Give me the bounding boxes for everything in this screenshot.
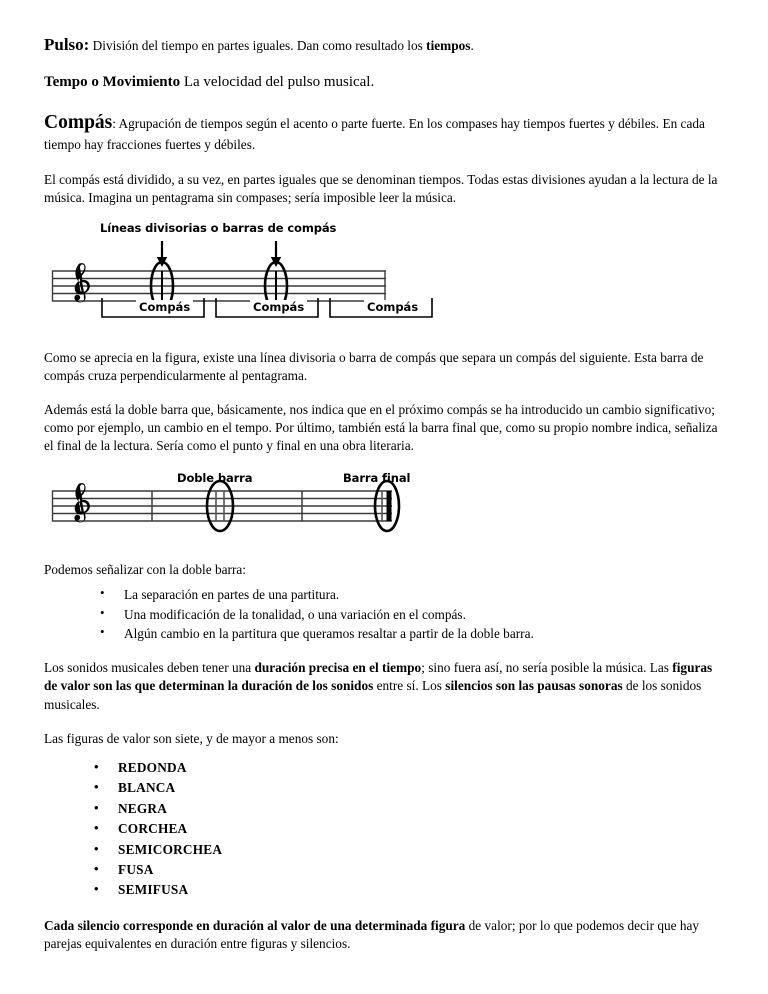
heading-compas: Compás (44, 112, 113, 134)
list-item: • FUSA (94, 860, 724, 880)
run-bold: duración precisa en el tiempo (254, 660, 422, 676)
run: Los sonidos musicales deben tener una (44, 660, 255, 676)
section-compas (44, 110, 724, 153)
heading-pulso: Pulso: (44, 35, 90, 54)
run: de valor; por lo que podemos decir que hay parejas equivalentes en duración entre figuras y silencios. (44, 917, 700, 952)
treble-clef-icon (74, 263, 89, 302)
paragraph-cada-silencio (44, 917, 724, 953)
list-figuras-de-valor (44, 758, 724, 901)
list-item: • SEMIFUSA (94, 880, 724, 900)
run-bold: figuras de valor son las que determinan la duración de los sonidos (44, 660, 713, 694)
section-pulso-body: División del tiempo en partes iguales. Dan como resultado los (89, 38, 427, 53)
paragraph-sonidos-musicales (44, 659, 724, 713)
section-tempo (44, 73, 724, 93)
bracket-label-compas-2: Compás (250, 300, 307, 314)
list-item: • NEGRA (94, 799, 724, 819)
paragraph-doble-barra: Además está la doble barra que, básicamente, nos indica que en el próximo compás se ha introducido un cambio significativo; como por ejemplo, un cambio en el tempo. Por último, también está la barra final que, como su propio nombre indica, señaliza el final de la lectura. Sería como el punto y final en una obra literaria. (44, 401, 718, 453)
run: ; sino fuera así, no sería posible la música. Las (421, 660, 673, 676)
figure-barras-de-compas (44, 220, 724, 335)
paragraph-senalizar: Podemos señalizar con la doble barra: (44, 562, 246, 578)
run: entre sí. Los (373, 678, 446, 694)
list-item: • SEMICORCHEA (94, 840, 724, 860)
bracket-label-compas-1: Compás (136, 300, 193, 314)
figure-label-barra-final: Barra final (343, 471, 411, 486)
figure-caption-lineas-divisorias: Líneas divisorias o barras de compás (100, 220, 337, 235)
run-bold: Cada silencio corresponde en duración al valor de una determinada figura (44, 917, 466, 933)
list-item: • CORCHEA (94, 819, 724, 839)
figure-label-doble-barra: Doble barra (177, 471, 253, 486)
list-item: • Algún cambio en la partitura que queramos resaltar a partir de la doble barra. (100, 624, 724, 643)
list-doble-barra-usos (44, 585, 724, 643)
section-pulso-bold-tail: tiempos (426, 38, 471, 53)
list-item: • BLANCA (94, 778, 724, 798)
section-compas-body: : Agrupación de tiempos según el acento o parte fuerte. En los compases hay tiempos fuertes y débiles. En cada tiempo hay fracciones fuertes y débiles. (44, 116, 705, 152)
bracket-label-compas-3: Compás (364, 300, 421, 314)
list-item: • La separación en partes de una partitura. (100, 585, 724, 604)
staff-lines-1 (52, 271, 386, 301)
section-tempo-body: La velocidad del pulso musical. (180, 74, 375, 91)
section-pulso (44, 34, 724, 56)
run-bold: silencios son las pausas sonoras (445, 678, 623, 694)
list-item: • REDONDA (94, 758, 724, 778)
list-item: • Una modificación de la tonalidad, o una variación en el compás. (100, 605, 724, 624)
staff-diagram-1 (44, 220, 444, 335)
paragraph-division: El compás está dividido, a su vez, en partes iguales que se denominan tiempos. Todas estas divisiones ayudan a la lectura de la música. Imagina un pentagrama sin compases; sería imposible leer la música. (44, 171, 718, 205)
treble-clef-icon (74, 483, 89, 522)
run: de los sonidos musicales. (44, 678, 702, 712)
staff-lines-2 (52, 491, 392, 521)
figure-doble-barra-barra-final (44, 471, 724, 549)
section-pulso-tail: . (470, 38, 474, 53)
paragraph-figuras-count: Las figuras de valor son siete, y de mayor a menos son: (44, 730, 339, 746)
paragraph-linea-divisoria: Como se aprecia en la figura, existe una línea divisoria o barra de compás que separa un compás del siguiente. Esta barra de compás cruza perpendicularmente al pentagrama. (44, 349, 704, 383)
heading-tempo: Tempo o Movimiento (44, 74, 181, 91)
